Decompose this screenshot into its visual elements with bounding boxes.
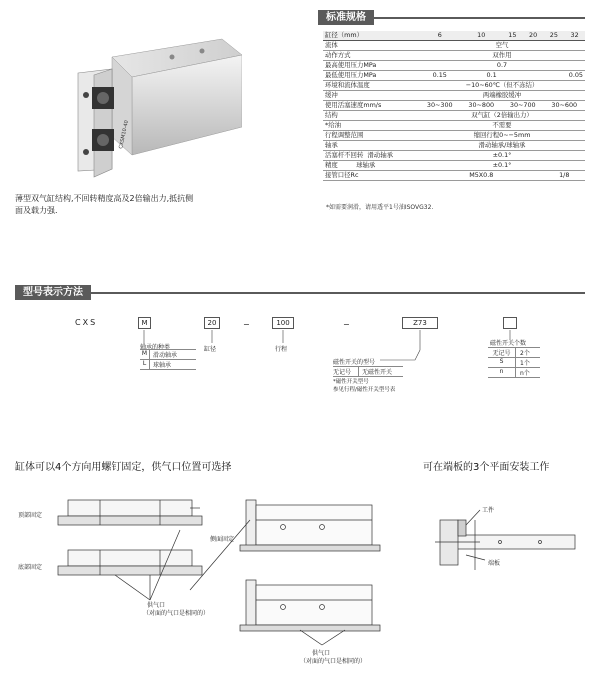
spec-footnote: *如需要润滑，请用透平1号油ISOVG32. — [326, 204, 434, 211]
spec-label-main: 活塞杆不回转 — [325, 151, 364, 159]
spec-value: 30~700 — [502, 101, 544, 111]
workpiece-label: 工件 — [482, 507, 495, 514]
spec-section-title: 标准规格 — [318, 10, 374, 25]
supply-port-2-note: （对面的气口是相同的） — [300, 658, 367, 665]
bore-10: 10 — [461, 31, 503, 41]
switch-count-title: 磁性开关个数 — [490, 340, 527, 347]
model-box-switch: Z73 — [402, 317, 438, 329]
bore-6: 6 — [419, 31, 461, 41]
product-caption: 薄型双气缸结构,不回转精度高及2倍输出力,抵抗侧面及载力强. — [15, 194, 194, 215]
top-mount-label: 顶部固定 — [18, 512, 43, 519]
bore-20: 20 — [523, 31, 544, 41]
switch-count-code: S — [488, 358, 516, 367]
spec-label: 流体 — [323, 41, 419, 51]
spec-label-sub: 球轴承 — [356, 161, 376, 169]
spec-value: 0.1 — [461, 71, 523, 81]
model-box-bore: 20 — [204, 317, 220, 329]
spec-value: 双作用 — [419, 51, 585, 61]
bore-15: 15 — [502, 31, 523, 41]
spec-value: 0.05 — [523, 71, 585, 81]
spec-value: ±0.1° — [419, 161, 585, 171]
supply-port-1-note: （对面的气口是相同的） — [143, 610, 210, 617]
spec-label: 最低使用压力MPa — [323, 71, 419, 81]
bottom-mount-label: 底部固定 — [18, 564, 43, 571]
spec-value: 0.7 — [419, 61, 585, 71]
spec-label: 动作方式 — [323, 51, 419, 61]
supply-port-2-label: 供气口 — [312, 650, 331, 657]
spec-value: 滑动轴承/球轴承 — [419, 141, 585, 151]
spec-value: ±0.1° — [419, 151, 585, 161]
spec-value: 0.15 — [419, 71, 461, 81]
switch-count-code: n — [488, 368, 516, 377]
model-prefix: CXS — [75, 318, 98, 327]
switch-count-value: 2个 — [520, 350, 530, 357]
stroke-label: 行程 — [275, 346, 288, 353]
switch-model-title: 磁性开关的型号 — [333, 359, 376, 366]
spec-value: 30~600 — [544, 101, 586, 111]
spec-value: 30~800 — [461, 101, 503, 111]
spec-value: 两端橡胶缓冲 — [419, 91, 585, 101]
spec-label-main: 精度 — [325, 161, 338, 169]
bearing-desc: 滑动轴承 — [153, 352, 178, 359]
end-plate-label: 端板 — [488, 560, 501, 567]
spec-label: 轴承 — [323, 141, 419, 151]
switch-count-value: n个 — [520, 370, 530, 377]
switch-model-code: 无记号 — [333, 367, 359, 376]
supply-port-1-label: 供气口 — [147, 602, 166, 609]
model-box-stroke: 100 — [272, 317, 294, 329]
switch-model-note1: *磁性开关型号 — [333, 379, 369, 385]
spec-label: 结构 — [323, 111, 419, 121]
model-dash: − — [343, 320, 350, 329]
spec-label: 最高使用压力MPa — [323, 61, 419, 71]
bore-label: 缸径 — [204, 346, 217, 353]
model-dash: − — [243, 320, 250, 329]
bearing-code: L — [140, 360, 150, 369]
bearing-title: 轴承的种类 — [140, 344, 171, 351]
spec-label: 接管口径Rc — [323, 171, 419, 181]
spec-label: 缓冲 — [323, 91, 419, 101]
model-box-bearing: M — [138, 317, 151, 329]
side-mount-label: 侧面固定 — [210, 536, 235, 543]
bearing-code: M — [140, 350, 150, 359]
spec-label: 使用活塞速度mm/s — [323, 101, 419, 111]
spec-value: 不需要 — [419, 121, 585, 131]
mounting-right-caption: 可在端板的3个平面安装工作 — [423, 462, 550, 473]
spec-label: 行程调整范围 — [323, 131, 419, 141]
spec-header-label: 缸径（mm） — [323, 31, 419, 41]
spec-value: M5X0.8 — [419, 171, 544, 181]
bore-32: 32 — [564, 31, 585, 41]
spec-label-sub: 滑动轴承 — [367, 151, 393, 159]
spec-value: 空气 — [419, 41, 585, 51]
spec-value: 双气缸（2倍输出力） — [419, 111, 585, 121]
spec-label: 环境和流体温度 — [323, 81, 419, 91]
spec-label: *给油 — [323, 121, 419, 131]
spec-value: −10~60℃（但不冻结） — [419, 81, 585, 91]
model-section-title: 型号表示方法 — [15, 285, 91, 300]
product-label: CXSM10-40 — [118, 119, 130, 150]
bearing-desc: 球轴承 — [153, 362, 172, 369]
switch-count-value: 1个 — [520, 360, 530, 367]
spec-value: 1/8 — [544, 171, 586, 181]
spec-value: 30~300 — [419, 101, 461, 111]
spec-value: 缩回行程0~−5mm — [419, 131, 585, 141]
switch-model-note2: 参见行程/磁性开关型号表 — [333, 387, 396, 393]
switch-count-code: 无记号 — [488, 348, 516, 357]
bore-25: 25 — [544, 31, 565, 41]
switch-model-desc: 无磁性开关 — [362, 369, 393, 376]
mounting-left-caption: 缸体可以4个方向用螺钉固定，供气口位置可选择 — [15, 462, 232, 473]
